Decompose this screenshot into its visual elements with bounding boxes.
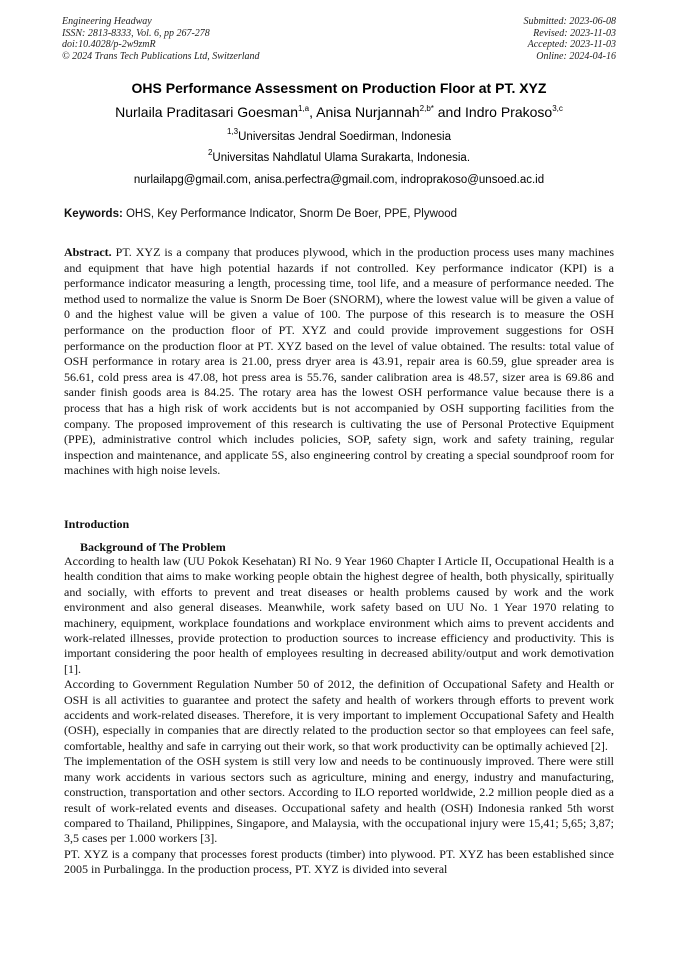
dates-meta: [524, 16, 617, 62]
issn-line: ISSN: 2813-8333, Vol. 6, pp 267-278: [62, 27, 210, 39]
affiliation-superscript: 2: [207, 148, 213, 157]
author-superscript: 1,a: [297, 104, 310, 113]
author-separator: ,: [309, 104, 317, 120]
author-name: Nurlaila Praditasari Goesman: [115, 104, 298, 120]
paper-title: OHS Performance Assessment on Production Floor at PT. XYZ: [131, 80, 547, 96]
affiliation-text: Universitas Nahdlatul Ulama Surakarta, Indonesia.: [212, 152, 471, 164]
author-list: [0, 104, 678, 120]
author-emails: nurlailapg@gmail.com, anisa.perfectra@gmail.com, indroprakoso@unsoed.ac.id: [133, 174, 545, 186]
affiliation-text: Universitas Jendral Soedirman, Indonesia: [238, 131, 451, 143]
doi-line: doi:10.4028/p-2w9zmR: [62, 39, 156, 50]
affiliation-1: [0, 127, 678, 143]
abstract-label: Abstract.: [64, 245, 112, 259]
abstract-paragraph: [64, 245, 614, 479]
author-superscript: 3,c: [552, 104, 563, 113]
author-separator: and: [433, 104, 466, 120]
keywords-text: OHS, Key Performance Indicator, Snorm De Boer, PPE, Plywood: [122, 208, 458, 220]
body-paragraph: According to health law (UU Pokok Kesehatan) RI No. 9 Year 1960 Chapter I Article II, Occupational Health is a health condition that aims to make working people obtain the highest degree of health, both physically, spiritually and socially, with efforts to prevent and treat diseases or health problems caused by work and the work environment and also general diseases. Meanwhile, work safety based on UU No. 1 Year 1970 relating to machinery, equipment, workplace foundations and workplace environment which aims to prevent accidents and work-related illnesses, provide protection to production sources to increase efficiency and productivity. This is important considering the poor health of employees resulting in decreased ability/output and work demotivation [1].: [64, 554, 614, 676]
author-name: Indro Prakoso: [465, 104, 553, 120]
introduction-heading: Introduction: [64, 517, 130, 531]
journal-meta: [62, 16, 260, 62]
body-paragraph: PT. XYZ is a company that processes forest products (timber) into plywood. PT. XYZ has been established since 2005 in Purbalingga. In the production process, PT. XYZ is divided into several: [64, 846, 614, 877]
introduction-body: [64, 554, 614, 878]
body-paragraph: According to Government Regulation Number 50 of 2012, the definition of Occupational Safety and Health or OSH is all activities to guarantee and protect the safety and health of workers through efforts to prevent work accidents and work-related diseases. Therefore, it is very important to implement Occupational Safety and Health (OSH), especially in companies that are directly related to the production sector so that employees can feel safe, comfortable, healthy and safe in carrying out their work, so that work productivity can be optimally achieved [2].: [64, 677, 614, 753]
online-date: Online: 2024-04-16: [536, 50, 616, 62]
author-name: Anisa Nurjannah: [316, 104, 420, 120]
keywords-label: Keywords:: [64, 208, 123, 220]
abstract-text: PT. XYZ is a company that produces plywood, which in the production process uses many machines and equipment that have high potential hazards if not controlled. Key performance indicator (KPI) is a performance indicator measuring a length, processing time, tool life, and a measure of performance needed. The method used to normalize the value is Snorm De Boer (SNORM), where the lowest value will be given a value of 0 and the highest value will be given a value of 100. The purpose of this research is to measure the OSH performance on the production floor of PT. XYZ and could provide improvement suggestions for OSH performance on the production floor at PT. XYZ based on the level of value obtained. The results: total value of OSH performance in rotary area is 21.00, press dryer area is 43.91, repair area is 60.59, glue spreader area is 56.61, cold press area is 47.08, hot press area is 55.76, sander calibration area is 48.57, sizer area is 69.86 and sander finish goods area is 84.25. The rotary area has the lowest OSH performance value because there is a process that has a high risk of work accidents but is not accompanied by OSH supporting facilities from the company. The proposed improvement of this research is cultivating the use of Personal Protective Equipment (PPE), administrative control which includes policies, SOP, safety sign, work and safety training, regular inspection and maintenance, and applicate 5S, also engineering control by creating a special soundproof room for machines with high noise levels.: [64, 245, 614, 478]
affiliation-superscript: 1,3: [227, 127, 239, 136]
copyright-line: © 2024 Trans Tech Publications Ltd, Switzerland: [62, 50, 260, 62]
submitted-date: Submitted: 2023-06-08: [523, 16, 616, 27]
background-subheading: Background of The Problem: [80, 540, 226, 554]
journal-name: Engineering Headway: [62, 16, 152, 27]
revised-date: Revised: 2023-11-03: [533, 27, 616, 39]
affiliation-2: [0, 148, 678, 164]
accepted-date: Accepted: 2023-11-03: [527, 39, 616, 50]
body-paragraph: The implementation of the OSH system is still very low and needs to be continuously improved. There were still many work accidents in various sectors such as agriculture, mining and energy, industry and manufacturing, construction, transportation and other sectors. According to ILO reported worldwide, 2.2 million people died as a result of work-related events and diseases. Occupational safety and health (OSH) Indonesia ranked 5th worst compared to Thailand, Philippines, Singapore, and Malaysia, with the occupational injury were 15,41; 5,65; 3,87; 3,5 cases per 1.000 workers [3].: [64, 754, 614, 846]
keywords-line: [64, 208, 614, 220]
author-superscript: 2,b*: [419, 104, 434, 113]
